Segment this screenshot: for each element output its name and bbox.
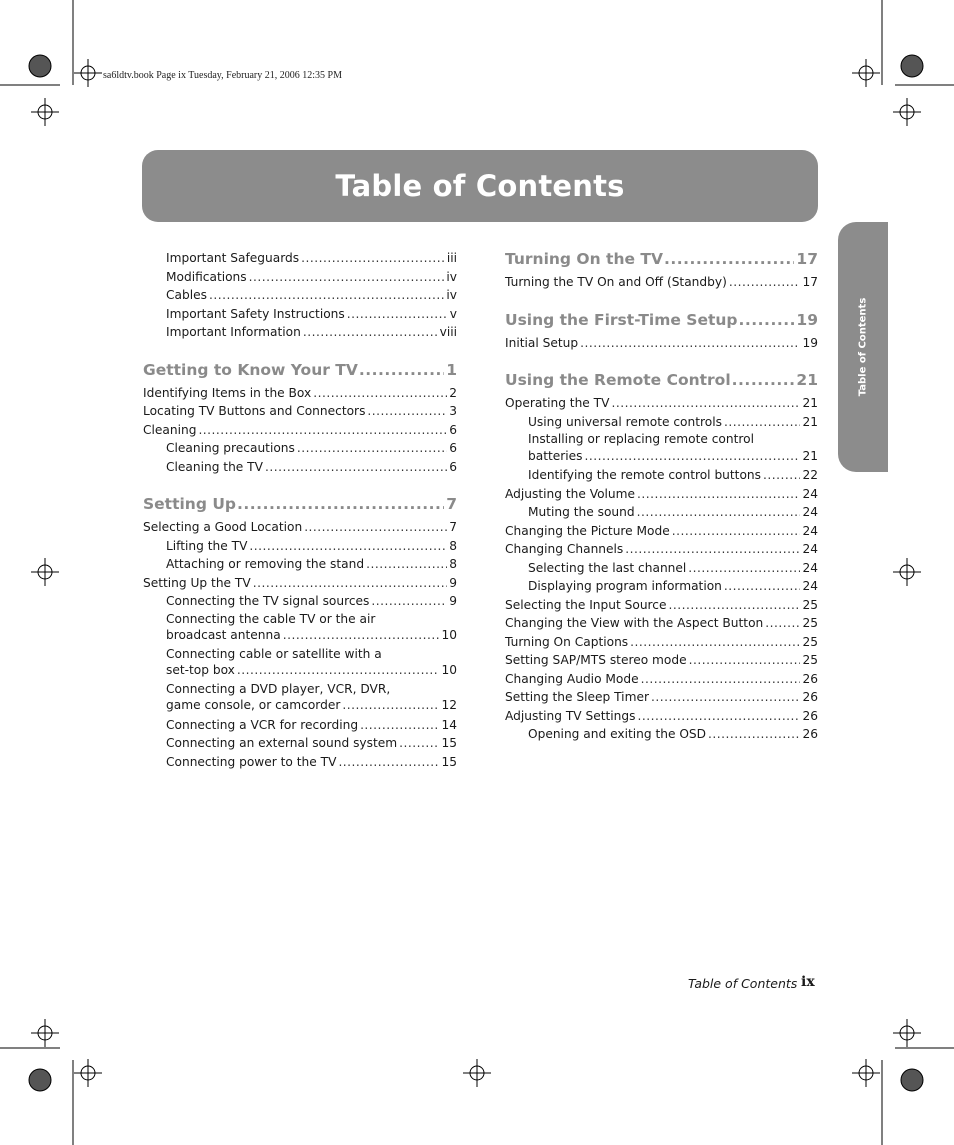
page-ref: 19	[802, 335, 818, 350]
page-ref: 22	[802, 468, 818, 482]
entry-title: Identifying Items in the Box	[143, 385, 312, 400]
entry-title: Setting the Sleep Timer	[505, 690, 649, 704]
page-ref: 6	[449, 441, 457, 455]
page-ref: 17	[796, 250, 818, 268]
entry-title: Displaying program information	[528, 579, 722, 593]
page-ref: 3	[449, 404, 457, 418]
entry-title: Adjusting the Volume	[505, 486, 636, 501]
leader-dots	[371, 592, 447, 611]
leader-dots	[342, 697, 439, 714]
leader-dots	[283, 627, 440, 644]
page-ref: 24	[802, 542, 818, 556]
toc-entry[interactable]	[505, 334, 818, 353]
entry-title: Important Information	[166, 325, 301, 339]
page-title: Table of Contents	[335, 169, 625, 203]
entry-title: Cleaning	[143, 422, 197, 437]
page-ref: 21	[802, 414, 818, 429]
page-ref: 24	[802, 505, 818, 519]
page-ref: 1	[446, 360, 457, 379]
toc-subentry[interactable]	[505, 466, 818, 485]
entry-title-cont: set-top box	[166, 663, 235, 677]
entry-title: Attaching or removing the stand	[166, 557, 365, 571]
side-tab-label: Table of Contents	[857, 297, 869, 397]
entry-title: Turning On Captions	[505, 634, 629, 649]
chapter-title: Getting to Know Your TV	[143, 360, 358, 379]
entry-title: Setting SAP/MTS stereo mode	[505, 653, 687, 667]
toc-subentry[interactable]	[143, 286, 457, 305]
toc-chapter-heading[interactable]	[143, 360, 457, 380]
chapter-title: Using the First-Time Setup	[505, 310, 738, 329]
toc-subentry[interactable]	[143, 555, 457, 574]
toc-entry[interactable]	[143, 421, 457, 440]
toc-entry[interactable]	[505, 670, 818, 689]
leader-dots	[739, 310, 795, 330]
page-number: ix	[801, 974, 815, 990]
toc-left-column	[143, 249, 457, 771]
toc-entry[interactable]	[505, 614, 818, 633]
entry-title: Changing the Picture Mode	[505, 523, 670, 538]
toc-entry[interactable]	[143, 518, 457, 537]
leader-dots	[360, 716, 439, 735]
leader-dots	[304, 518, 447, 537]
toc-subentry[interactable]	[505, 577, 818, 596]
page-ref: 25	[802, 597, 818, 612]
leader-dots	[313, 384, 447, 403]
toc-subentry[interactable]	[143, 439, 457, 458]
page-ref: iii	[446, 251, 457, 265]
page-ref: 25	[802, 634, 818, 649]
leader-dots	[611, 394, 800, 413]
page-ref: 8	[449, 538, 457, 553]
chapter-title: Using the Remote Control	[505, 371, 731, 389]
page-ref: 21	[796, 371, 818, 389]
toc-subentry[interactable]	[505, 413, 818, 432]
leader-dots	[338, 753, 439, 772]
page-ref: 25	[802, 653, 818, 667]
page-ref: 7	[446, 495, 457, 513]
toc-entry[interactable]	[505, 540, 818, 559]
toc-subentry[interactable]	[143, 458, 457, 477]
page-ref: 6	[449, 422, 457, 437]
page-ref: 21	[802, 396, 818, 410]
toc-subentry[interactable]	[505, 559, 818, 578]
toc-entry[interactable]	[143, 402, 457, 421]
leader-dots	[249, 268, 445, 287]
toc-entry[interactable]	[143, 574, 457, 593]
leader-dots	[637, 707, 800, 726]
toc-subentry[interactable]	[143, 537, 457, 556]
leader-dots	[637, 485, 800, 504]
toc-subentry[interactable]	[143, 592, 457, 611]
entry-title: Connecting a DVD player, VCR, DVR,	[166, 681, 391, 696]
page-ref: iv	[446, 288, 457, 302]
toc-entry[interactable]	[505, 394, 818, 413]
chapter-title: Turning On the TV	[505, 250, 663, 268]
entry-title: Changing the View with the Aspect Button	[505, 616, 764, 630]
leader-dots	[301, 249, 445, 268]
leader-dots	[198, 421, 447, 440]
leader-dots	[303, 323, 438, 342]
page-ref: 25	[802, 616, 818, 630]
toc-entry[interactable]	[143, 384, 457, 403]
entry-title-cont: game console, or camcorder	[166, 698, 341, 712]
leader-dots	[664, 249, 794, 269]
leader-dots	[265, 458, 447, 477]
entry-title: Cables	[166, 288, 207, 302]
entry-title: Important Safety Instructions	[166, 306, 345, 321]
page-ref: 24	[802, 579, 818, 593]
leader-dots	[729, 273, 801, 292]
entry-continuation	[528, 448, 818, 465]
leader-dots	[708, 725, 800, 744]
page-ref: 10	[441, 663, 457, 677]
page-ref: iv	[446, 269, 457, 284]
page-ref: 15	[441, 736, 457, 750]
leader-dots	[366, 555, 447, 574]
title-banner	[142, 150, 818, 222]
entry-title: Installing or replacing remote control	[528, 432, 754, 446]
toc-subentry[interactable]	[143, 268, 457, 287]
entry-title: Selecting a Good Location	[143, 520, 303, 534]
entry-title: Adjusting TV Settings	[505, 708, 636, 723]
entry-title: Identifying the remote control buttons	[528, 468, 761, 482]
toc-right-column	[505, 249, 818, 744]
page-ref: 24	[802, 560, 818, 575]
leader-dots	[367, 402, 447, 421]
entry-continuation	[166, 662, 457, 679]
entry-title: Muting the sound	[528, 505, 635, 519]
entry-title: Selecting the last channel	[528, 560, 687, 575]
toc-subentry[interactable]	[505, 725, 818, 744]
leader-dots	[765, 614, 800, 633]
leader-dots	[651, 688, 801, 707]
entry-title: Connecting power to the TV	[166, 754, 337, 769]
leader-dots	[347, 305, 448, 324]
page-ref: 2	[449, 385, 457, 400]
entry-title: Changing Audio Mode	[505, 671, 639, 686]
leader-dots	[688, 559, 800, 578]
page-ref: 26	[802, 690, 818, 704]
page-ref: 19	[796, 310, 818, 329]
toc-entry[interactable]	[505, 633, 818, 652]
page-ref: 26	[802, 671, 818, 686]
page-ref: 10	[441, 628, 457, 642]
entry-title: Initial Setup	[505, 335, 579, 350]
leader-dots	[580, 334, 800, 353]
page-ref: 6	[449, 459, 457, 474]
entry-title: Turning the TV On and Off (Standby)	[505, 275, 727, 289]
entry-title: Cleaning the TV	[166, 459, 263, 474]
side-tab	[838, 222, 888, 472]
entry-title: Operating the TV	[505, 396, 610, 410]
leader-dots	[689, 651, 801, 670]
toc-subentry[interactable]	[143, 305, 457, 324]
page-ref: 8	[449, 557, 457, 571]
page-ref: 9	[449, 575, 457, 590]
leader-dots	[297, 439, 447, 458]
toc-subentry[interactable]	[143, 249, 457, 268]
leader-dots	[637, 503, 801, 522]
toc-entry[interactable]	[505, 273, 818, 292]
page-ref: 15	[441, 754, 457, 769]
entry-title: Connecting an external sound system	[166, 736, 398, 750]
leader-dots	[237, 662, 440, 679]
toc-chapter-heading[interactable]	[505, 249, 818, 269]
leader-dots	[359, 360, 444, 380]
toc-subentry[interactable]	[143, 646, 457, 679]
toc-chapter-heading[interactable]	[505, 310, 818, 330]
page-ref: 26	[802, 708, 818, 723]
leader-dots	[585, 448, 801, 465]
leader-dots	[724, 413, 801, 432]
toc-entry[interactable]	[505, 707, 818, 726]
entry-title: Connecting cable or satellite with a	[166, 646, 382, 661]
toc-entry[interactable]	[505, 522, 818, 541]
toc-subentry[interactable]	[143, 734, 457, 753]
entry-title: Using universal remote controls	[528, 414, 722, 429]
entry-title: Important Safeguards	[166, 251, 300, 265]
leader-dots	[209, 286, 444, 305]
leader-dots	[249, 537, 447, 556]
entry-title: Connecting a VCR for recording	[166, 717, 359, 732]
entry-continuation	[166, 697, 457, 714]
page-ref: 7	[449, 520, 457, 534]
toc-entry[interactable]	[505, 688, 818, 707]
entry-title: Setting Up the TV	[143, 575, 251, 590]
entry-title: Cleaning precautions	[166, 441, 295, 455]
toc-chapter-heading[interactable]	[143, 494, 457, 514]
chapter-title: Setting Up	[143, 495, 237, 513]
entry-title: Lifting the TV	[166, 538, 248, 553]
page-ref: 17	[802, 275, 818, 289]
leader-dots	[641, 670, 801, 689]
page-ref: 12	[441, 698, 457, 712]
toc-subentry[interactable]	[143, 323, 457, 342]
leader-dots	[732, 370, 795, 390]
toc-subentry[interactable]	[143, 681, 457, 714]
leader-dots	[237, 494, 444, 514]
leader-dots	[724, 577, 801, 596]
entry-title: Selecting the Input Source	[505, 597, 667, 612]
entry-title-cont: broadcast antenna	[166, 628, 281, 642]
leader-dots	[399, 734, 439, 753]
entry-title: Changing Channels	[505, 542, 624, 556]
page-ref: 14	[441, 717, 457, 732]
toc-subentry[interactable]	[143, 611, 457, 644]
toc-entry[interactable]	[505, 485, 818, 504]
page-ref: viii	[439, 325, 457, 339]
toc-chapter-heading[interactable]	[505, 370, 818, 390]
toc-subentry[interactable]	[143, 753, 457, 772]
toc-subentry[interactable]	[505, 431, 818, 464]
page-ref: 21	[802, 448, 818, 463]
leader-dots	[672, 522, 801, 541]
footer-label: Table of Contents	[688, 976, 798, 991]
leader-dots	[630, 633, 800, 652]
entry-title-cont: batteries	[528, 448, 583, 463]
toc-entry[interactable]	[505, 651, 818, 670]
leader-dots	[668, 596, 800, 615]
entry-title: Opening and exiting the OSD	[528, 727, 707, 741]
print-header: sa6ldtv.book Page ix Tuesday, February 21, 2006 12:35 PM	[103, 70, 342, 81]
toc-subentry[interactable]	[505, 503, 818, 522]
entry-title: Modifications	[166, 269, 247, 284]
leader-dots	[763, 466, 800, 485]
page-ref: 26	[802, 727, 818, 741]
leader-dots	[625, 540, 800, 559]
entry-title: Connecting the TV signal sources	[166, 594, 370, 608]
page-ref: 9	[449, 594, 457, 608]
toc-entry[interactable]	[505, 596, 818, 615]
entry-title: Locating TV Buttons and Connectors	[143, 404, 366, 418]
leader-dots	[253, 574, 448, 593]
page-ref: v	[449, 306, 457, 321]
entry-continuation	[166, 627, 457, 644]
toc-subentry[interactable]	[143, 716, 457, 735]
entry-title: Connecting the cable TV or the air	[166, 611, 376, 626]
page-ref: 24	[802, 486, 818, 501]
page-ref: 24	[802, 523, 818, 538]
